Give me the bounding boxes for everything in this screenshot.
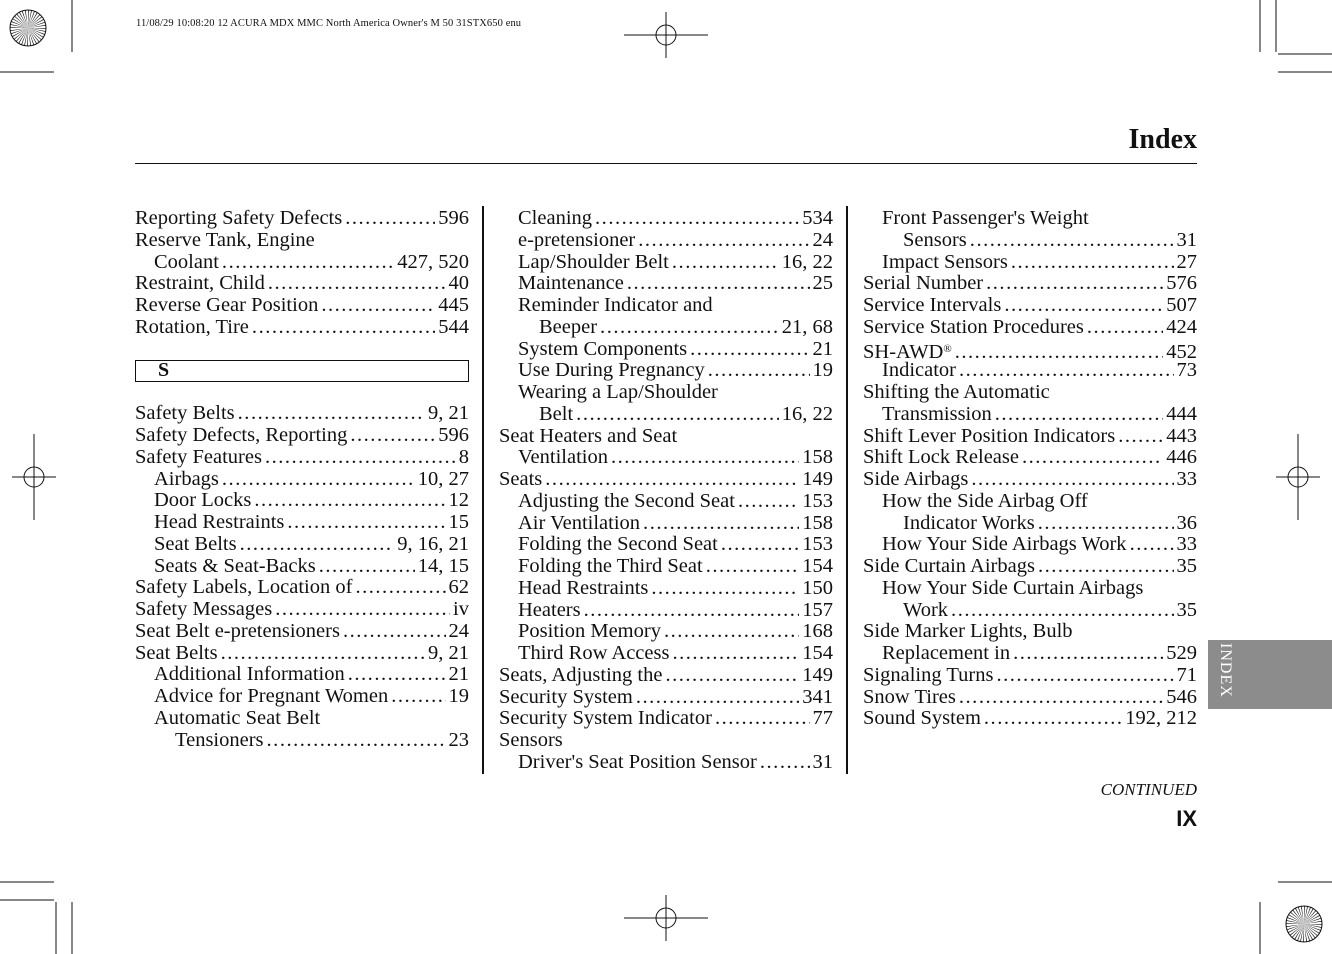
index-term: Coolant (154, 250, 219, 273)
index-term: Reserve Tank, Engine (135, 228, 315, 251)
starburst-mark-bottom-right (1286, 906, 1322, 942)
index-entry[interactable] (499, 621, 833, 643)
index-term: Work (903, 598, 949, 621)
dot-leader (584, 600, 800, 622)
page-references[interactable]: 71 (1176, 663, 1197, 686)
title-rule (135, 163, 1197, 164)
page-number: IX (1176, 806, 1197, 831)
dot-leader (1022, 447, 1163, 469)
index-entry[interactable] (863, 708, 1197, 730)
page-references[interactable]: 73 (1176, 359, 1197, 382)
index-entry[interactable] (863, 339, 1197, 361)
index-entry[interactable] (863, 534, 1197, 556)
page-references[interactable]: 19 (812, 359, 833, 382)
index-entry[interactable] (863, 317, 1197, 339)
page-references[interactable]: 546 (1166, 685, 1197, 708)
index-entry[interactable] (863, 600, 1197, 622)
page-references[interactable]: 596 (438, 424, 469, 446)
dot-leader (951, 600, 1173, 622)
index-term: Indicator Works (903, 511, 1035, 534)
dot-leader (391, 686, 445, 708)
index-entry[interactable] (135, 664, 469, 686)
page-references[interactable]: 427, 520 (397, 250, 469, 273)
index-entry[interactable] (863, 578, 1197, 600)
index-term: Third Row Access (518, 642, 670, 664)
index-term: Head Restraints (518, 576, 649, 599)
dot-leader (1038, 513, 1174, 535)
index-term: Automatic Seat Belt (154, 706, 321, 729)
dot-leader (996, 665, 1173, 687)
index-entry[interactable] (863, 208, 1197, 230)
index-term: System Components (518, 337, 688, 360)
dot-leader (287, 512, 445, 534)
index-term: Safety Messages (135, 598, 273, 620)
index-entry[interactable] (499, 230, 833, 252)
index-term: Belt (539, 402, 574, 425)
index-term: Side Curtain Airbags (863, 555, 1035, 577)
starburst-mark-top-left (10, 10, 46, 46)
dot-leader (254, 490, 445, 512)
page-references[interactable]: 16, 22 (781, 402, 833, 425)
dot-leader (221, 643, 425, 665)
index-term: Folding the Third Seat (518, 555, 703, 577)
dot-leader (970, 230, 1174, 252)
page-references[interactable]: iv (453, 598, 469, 620)
index-entry[interactable] (499, 578, 833, 600)
dot-leader (1130, 534, 1174, 556)
dot-leader (715, 708, 810, 730)
dot-leader (240, 534, 395, 556)
index-column-1 (135, 208, 469, 751)
registration-mark-left (12, 434, 56, 520)
index-term: Beeper (539, 315, 598, 338)
index-column-2 (499, 208, 833, 774)
dot-leader (721, 534, 799, 556)
page-references[interactable]: 9, 21 (428, 402, 469, 425)
page-references[interactable]: 24 (812, 228, 833, 251)
dot-leader (760, 752, 810, 774)
dot-leader (672, 252, 779, 274)
page-references[interactable]: 36 (1176, 511, 1197, 534)
dot-leader (995, 404, 1164, 426)
page-references[interactable]: 15 (448, 511, 469, 533)
dot-leader (638, 230, 809, 252)
dot-leader (350, 425, 435, 447)
index-entry[interactable] (135, 295, 469, 317)
page-references[interactable]: 534 (802, 207, 833, 229)
index-entry[interactable] (135, 512, 469, 534)
dot-leader (252, 317, 435, 339)
page-references[interactable]: 154 (802, 555, 833, 577)
dot-leader (222, 252, 394, 274)
index-term: Safety Labels, Location of (135, 576, 353, 599)
page-references[interactable]: 341 (802, 685, 833, 708)
index-entry[interactable] (863, 426, 1197, 448)
index-term: Heaters (518, 598, 581, 621)
index-entry[interactable] (863, 404, 1197, 426)
page-references[interactable]: 62 (448, 576, 469, 599)
dot-leader (600, 317, 779, 339)
index-entry[interactable] (499, 534, 833, 556)
page-references[interactable]: 544 (438, 315, 469, 338)
index-entry[interactable] (499, 665, 833, 687)
dot-leader (1013, 643, 1163, 665)
page-references[interactable]: 25 (812, 272, 833, 295)
index-term: Safety Belts (135, 402, 235, 425)
index-term: Security System (499, 685, 633, 708)
index-entry[interactable] (499, 426, 833, 448)
dot-leader (238, 403, 425, 425)
index-term: Reminder Indicator and (518, 294, 713, 316)
page-references[interactable]: 149 (802, 468, 833, 490)
page-references[interactable]: 10, 27 (417, 467, 469, 490)
index-term: Airbags (154, 467, 219, 490)
index-term: Seat Belt e-pretensioners (135, 619, 340, 642)
index-entry[interactable] (499, 730, 833, 752)
index-term: How Your Side Airbags Work (882, 533, 1127, 556)
index-term: Position Memory (518, 620, 661, 643)
page-references[interactable]: 153 (802, 533, 833, 556)
index-term: Folding the Second Seat (518, 533, 718, 556)
index-term: Cleaning (518, 207, 593, 229)
dot-leader (545, 469, 799, 491)
index-term: Sound System (863, 707, 981, 730)
page-references[interactable]: 154 (802, 642, 833, 664)
index-entry[interactable] (499, 317, 833, 339)
page-references[interactable]: 507 (1166, 294, 1197, 316)
dot-leader (321, 295, 435, 317)
dot-leader (690, 339, 809, 361)
index-term: SH-AWD® (863, 340, 952, 363)
index-term: Lap/Shoulder Belt (518, 250, 669, 273)
dot-leader (959, 687, 1163, 709)
page-references[interactable]: 443 (1166, 424, 1197, 447)
page-references[interactable]: 33 (1176, 533, 1197, 556)
page-references[interactable]: 9, 16, 21 (397, 532, 469, 555)
index-entry[interactable] (863, 230, 1197, 252)
dot-leader (1087, 317, 1163, 339)
registration-mark-bottom (624, 895, 708, 941)
dot-leader (268, 273, 446, 295)
dot-leader (636, 687, 799, 709)
index-entry[interactable] (863, 252, 1197, 274)
index-term: Sensors (903, 228, 967, 251)
page-references[interactable]: 21 (812, 337, 833, 360)
dot-leader (643, 513, 799, 535)
page-references[interactable]: 24 (448, 619, 469, 642)
index-entry[interactable] (135, 208, 469, 230)
page-references[interactable]: 529 (1166, 642, 1197, 664)
index-term: Sensors (499, 729, 563, 751)
page-references[interactable]: 12 (448, 489, 469, 512)
dot-leader (665, 665, 799, 687)
index-term: Driver's Seat Position Sensor (518, 750, 757, 773)
index-entry[interactable] (135, 273, 469, 295)
dot-leader (222, 469, 415, 491)
index-entry[interactable] (863, 687, 1197, 709)
index-entry[interactable] (135, 708, 469, 730)
index-term: e-pretensioner (518, 228, 636, 251)
dot-leader (1038, 556, 1174, 578)
index-term: Rotation, Tire (135, 315, 249, 338)
index-term: Side Airbags (863, 468, 969, 490)
section-spacer (135, 339, 469, 361)
index-term: Safety Features (135, 445, 262, 468)
index-entry[interactable] (499, 339, 833, 361)
index-term: Shifting the Automatic (863, 381, 1050, 403)
index-entry[interactable] (499, 295, 833, 317)
index-term: Maintenance (518, 272, 624, 295)
page-references[interactable]: 9, 21 (428, 641, 469, 664)
index-term: Safety Defects, Reporting (135, 424, 348, 446)
dot-leader (708, 360, 810, 382)
index-entry[interactable] (863, 621, 1197, 643)
dot-leader (319, 556, 415, 578)
index-term: Restraint, Child (135, 272, 265, 295)
index-term: Signaling Turns (863, 663, 994, 686)
dot-leader (971, 469, 1173, 491)
index-term: Tensioners (175, 728, 264, 751)
dot-leader (343, 621, 446, 643)
page-references[interactable]: 21 (448, 663, 469, 686)
section-letter-heading: S (135, 360, 469, 382)
column-divider (482, 206, 484, 774)
index-term: Service Intervals (863, 294, 1002, 316)
page-title: Index (1128, 124, 1197, 155)
index-entry[interactable] (135, 730, 469, 752)
index-entry[interactable] (499, 708, 833, 730)
index-term: Wearing a Lap/Shoulder (518, 381, 718, 403)
index-term: Reverse Gear Position (135, 294, 319, 316)
index-term: Seat Belts (135, 641, 218, 664)
index-entry[interactable] (499, 600, 833, 622)
index-entry[interactable] (499, 687, 833, 709)
index-term: Seats (499, 468, 543, 490)
index-term: Air Ventilation (518, 511, 641, 534)
page-references[interactable]: 157 (802, 598, 833, 621)
index-entry[interactable] (499, 273, 833, 295)
index-entry[interactable] (499, 752, 833, 774)
page-references[interactable]: 14, 15 (417, 554, 469, 577)
index-entry[interactable] (863, 382, 1197, 404)
index-term: Security System Indicator (499, 707, 712, 730)
index-column-3 (863, 208, 1197, 730)
index-entry[interactable] (135, 317, 469, 339)
side-tab-label: INDEX (1217, 643, 1234, 698)
index-entry[interactable] (863, 491, 1197, 513)
index-entry[interactable] (135, 577, 469, 599)
index-term: Serial Number (863, 272, 984, 295)
index-term: Shift Lever Position Indicators (863, 424, 1116, 447)
index-term: Adjusting the Second Seat (518, 489, 735, 512)
index-term: Front Passenger's Weight (882, 207, 1089, 229)
page-references[interactable]: 35 (1176, 555, 1197, 577)
dot-leader (267, 730, 446, 752)
dot-leader (355, 577, 445, 599)
dot-leader (664, 621, 799, 643)
print-metadata: 11/08/29 10:08:20 12 ACURA MDX MMC North America Owner's M 50 31STX650 enu (136, 18, 522, 29)
page-references[interactable]: 452 (1166, 340, 1197, 363)
index-entry[interactable] (499, 404, 833, 426)
dot-leader (1004, 295, 1163, 317)
index-term: Service Station Procedures (863, 315, 1084, 338)
page-references[interactable]: 31 (812, 750, 833, 773)
page-references[interactable]: 8 (458, 445, 469, 468)
index-entry[interactable] (499, 643, 833, 665)
registration-mark-right (1276, 434, 1320, 520)
dot-leader (595, 208, 799, 230)
index-entry[interactable] (135, 686, 469, 708)
dot-leader (265, 447, 456, 469)
dot-leader (986, 273, 1163, 295)
index-entry[interactable] (135, 556, 469, 578)
index-entry[interactable] (135, 230, 469, 252)
index-term: How the Side Airbag Off (882, 489, 1088, 512)
index-entry[interactable] (499, 469, 833, 491)
dot-leader (706, 556, 800, 578)
index-entry[interactable] (499, 447, 833, 469)
index-term: Impact Sensors (882, 250, 1008, 273)
dot-leader (984, 708, 1122, 730)
index-entry[interactable] (499, 208, 833, 230)
page-references[interactable]: 153 (802, 489, 833, 512)
index-entry[interactable] (863, 556, 1197, 578)
page-references[interactable]: 576 (1166, 272, 1197, 295)
registration-mark-top (624, 12, 708, 58)
index-term: Use During Pregnancy (518, 359, 705, 382)
index-entry[interactable] (135, 425, 469, 447)
index-term: How Your Side Curtain Airbags (882, 576, 1144, 599)
index-entry[interactable] (499, 382, 833, 404)
index-entry[interactable] (135, 252, 469, 274)
index-term: Additional Information (154, 663, 345, 686)
index-term: Seats, Adjusting the (499, 663, 663, 686)
index-term: Replacement in (882, 642, 1011, 664)
page-references[interactable]: 158 (802, 511, 833, 534)
continued-label: CONTINUED (1100, 780, 1197, 799)
index-entry[interactable] (499, 491, 833, 513)
page-references[interactable]: 446 (1166, 446, 1197, 469)
index-entry[interactable] (135, 403, 469, 425)
page-references[interactable]: 31 (1176, 228, 1197, 251)
index-entry[interactable] (135, 643, 469, 665)
index-entry[interactable] (863, 643, 1197, 665)
index-entry[interactable] (863, 447, 1197, 469)
index-entry[interactable] (135, 469, 469, 491)
index-term: Seats & Seat-Backs (154, 554, 316, 577)
page-references[interactable]: 150 (802, 576, 833, 599)
index-entry[interactable] (863, 295, 1197, 317)
dot-leader (959, 360, 1174, 382)
page-references[interactable]: 158 (802, 446, 833, 469)
dot-leader (345, 208, 435, 230)
index-entry[interactable] (499, 360, 833, 382)
dot-leader (627, 273, 810, 295)
page-references[interactable]: 77 (812, 707, 833, 730)
index-term: Head Restraints (154, 511, 285, 533)
page-references[interactable]: 445 (438, 294, 469, 316)
index-entry[interactable] (135, 490, 469, 512)
page-references[interactable]: 16, 22 (781, 250, 833, 273)
index-term: Door Locks (154, 489, 252, 512)
dot-leader (738, 491, 799, 513)
page-references[interactable]: 35 (1176, 598, 1197, 621)
index-entry[interactable] (499, 513, 833, 535)
page-references[interactable]: 149 (802, 663, 833, 686)
dot-leader (576, 404, 779, 426)
dot-leader (672, 643, 799, 665)
index-term: Seat Belts (154, 532, 237, 555)
index-term: Seat Heaters and Seat (499, 424, 678, 447)
index-entry[interactable] (863, 665, 1197, 687)
index-entry[interactable] (863, 513, 1197, 535)
registered-mark: ® (943, 342, 952, 355)
dot-leader (651, 578, 799, 600)
dot-leader (1118, 426, 1163, 448)
page-references[interactable]: 444 (1166, 402, 1197, 425)
index-entry[interactable] (135, 447, 469, 469)
index-term: Reporting Safety Defects (135, 207, 343, 229)
page-references[interactable]: 19 (448, 685, 469, 707)
index-term: Snow Tires (863, 685, 956, 708)
index-term: Side Marker Lights, Bulb (863, 620, 1073, 643)
dot-leader (275, 599, 450, 621)
page-references[interactable]: 424 (1166, 315, 1197, 338)
page-references[interactable]: 596 (438, 207, 469, 229)
index-entry[interactable] (499, 556, 833, 578)
index-entry[interactable] (135, 599, 469, 621)
index-entry[interactable] (863, 273, 1197, 295)
index-term: Shift Lock Release (863, 446, 1019, 469)
index-term: Advice for Pregnant Women (154, 685, 389, 707)
index-term: Indicator (882, 359, 956, 382)
index-entry[interactable] (863, 469, 1197, 491)
page-references[interactable]: 192, 212 (1125, 707, 1197, 730)
index-term: Ventilation (518, 446, 608, 469)
dot-leader (348, 664, 446, 686)
page-references[interactable]: 23 (448, 728, 469, 751)
page-references[interactable]: 40 (448, 272, 469, 295)
page-references[interactable]: 27 (1176, 250, 1197, 273)
index-entry[interactable] (135, 621, 469, 643)
index-side-tab[interactable] (1208, 640, 1332, 709)
index-entry[interactable] (135, 534, 469, 556)
dot-leader (1011, 252, 1174, 274)
index-entry[interactable] (863, 360, 1197, 382)
column-divider (846, 206, 848, 774)
index-entry[interactable] (499, 252, 833, 274)
page-references[interactable]: 33 (1176, 468, 1197, 490)
page-references[interactable]: 168 (802, 620, 833, 643)
index-term: Transmission (882, 402, 992, 425)
dot-leader (611, 447, 799, 469)
page-references[interactable]: 21, 68 (781, 315, 833, 338)
